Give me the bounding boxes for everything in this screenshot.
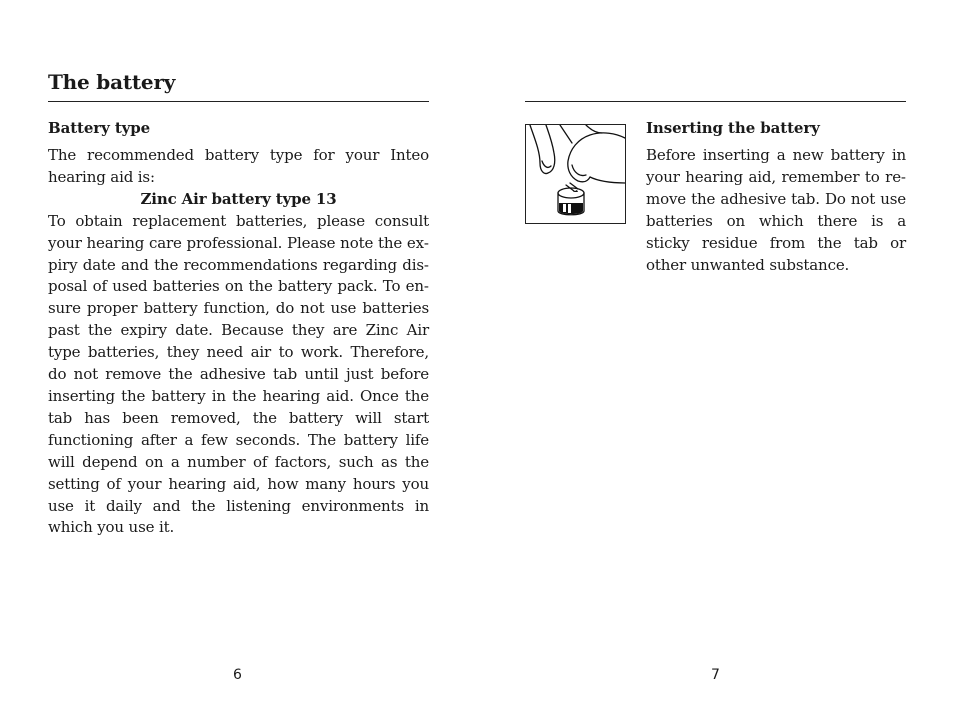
page-title: The battery — [48, 70, 176, 94]
battery-type-heading: Battery type — [48, 119, 151, 137]
inserting-battery-body: Before inserting a new battery in your hearing aid, remember to remove the adhesive tab. Do not use batteries on which there is a sticky residue from the tab or other unwanted substance. — [646, 146, 906, 274]
inserting-battery-heading: Inserting the battery — [646, 119, 820, 137]
page-number-right: 7 — [711, 667, 720, 683]
battery-name: Zinc Air battery type 13 — [140, 189, 337, 208]
hand-inserting-battery-illustration — [525, 124, 626, 224]
right-page — [525, 0, 906, 709]
battery-type-intro: The recommended battery type for your Inteo hearing aid is: — [48, 146, 429, 186]
battery-type-body: To obtain replacement batteries, please consult your hearing care professional. Please note the expiry date and the recommendations regarding disposal of used batteries on the battery pack. To ensure proper battery function, do not use batteries past the expiry date. Because they are Zinc Air type batteries, they need air to work. Therefore, do not remove the adhesive tab until just before inserting the battery in the hearing aid. Once the tab has been removed, the battery will start functioning after a few seconds. The battery life will depend on a number of factors, such as the setting of your hearing aid, how many hours you use it daily and the listening environments in which you use it. — [48, 211, 429, 537]
page-number-left: 6 — [233, 667, 242, 683]
title-rule — [48, 101, 429, 102]
top-rule — [525, 101, 906, 102]
battery-type-section — [48, 145, 429, 539]
left-page — [48, 0, 429, 709]
